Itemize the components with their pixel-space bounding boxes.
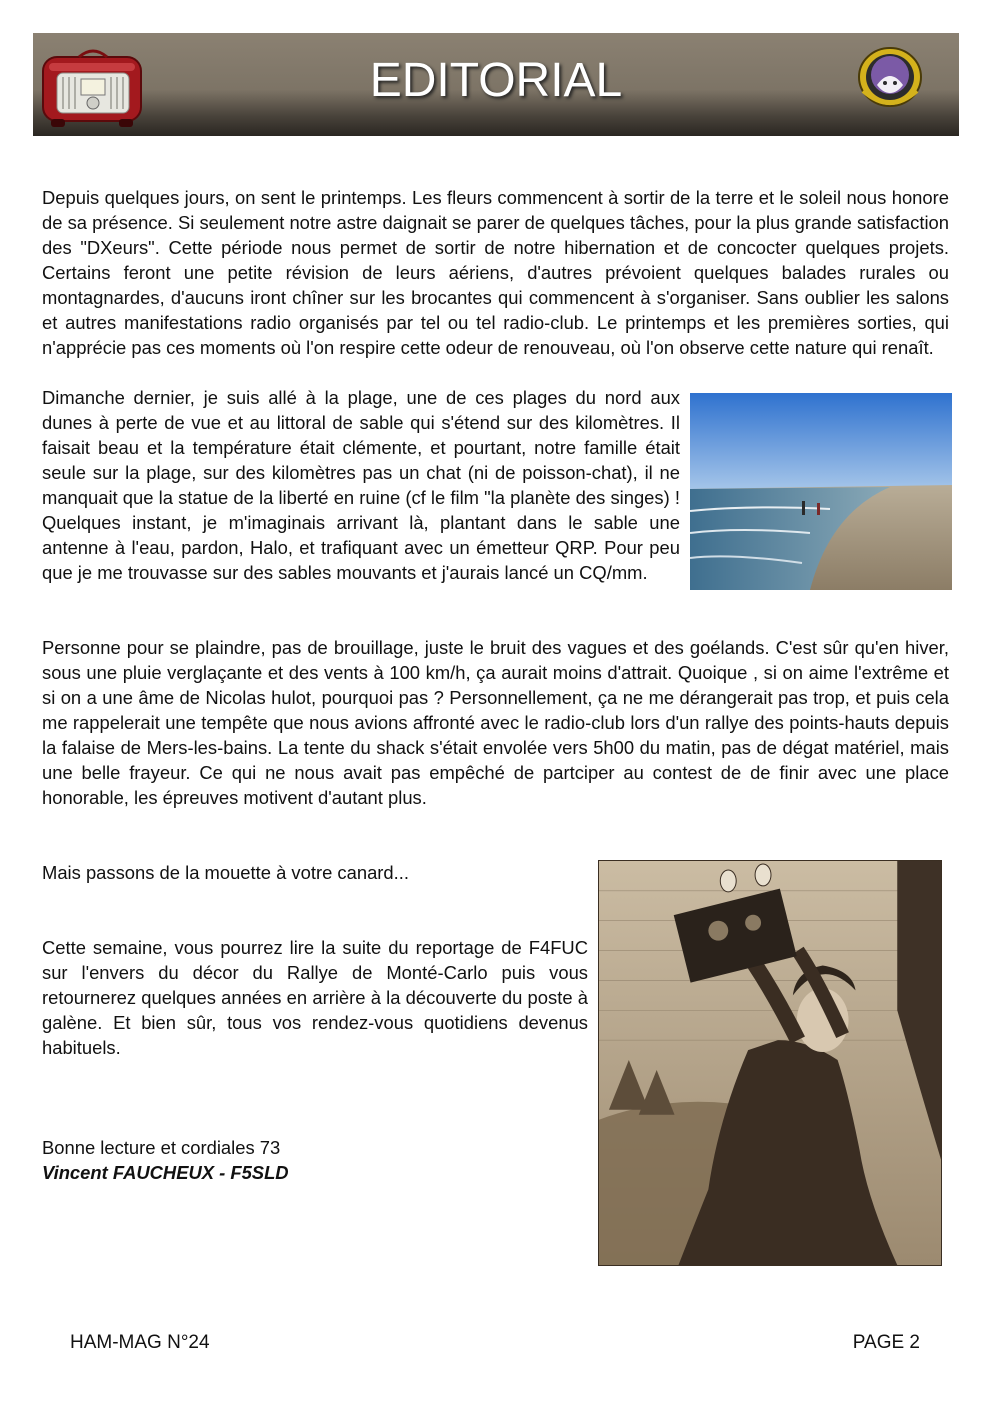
signature-block (42, 1135, 588, 1185)
memory-paragraph: Personne pour se plaindre, pas de brouillage, juste le bruit des vagues et des goélands. C'est sûr qu'en hiver, sous une pluie verglaçante et des vents à 100 km/h, ça aurait moins d'attrait. Quoique , si on aime l'extrême et si on a une âme de Nicolas hulot, pourquoi pas ? Personnellement, ça ne me dérangerait pas trop, et puis cela me rappelerait une tempête que nous avions affronté avec le radio-club lors d'un rallye des points-hauts depuis la falaise de Mers-les-bains. La tente du shack s'était envolée vers 5h00 du matin, pas de dégat matériel, mais une belle frayeur. Ce qui ne nous avait pas empêché de partciper au contest de de finir avec une place honorable, les épreuves motivent d'autant plus. (42, 637, 949, 808)
author-name: Vincent FAUCHEUX - F5SLD (42, 1162, 289, 1183)
footer-page-number: PAGE 2 (852, 1332, 920, 1353)
closing-line: Bonne lecture et cordiales 73 (42, 1137, 281, 1158)
beach-paragraph: Dimanche dernier, je suis allé à la plage, une de ces plages du nord aux dunes à perte de vue et au littoral de sable qui s'étend sur des kilomètres. Il faisait beau et la température était clémente, et pourtant, notre famille était seule sur la plage, sur des kilomètres pas un chat (ni de poisson-chat), il ne manquait que la statue de la liberté en ruine (cf le film "la planète des singes) ! Quelques instant, je m'imaginais arrivant là, plantant dans le sable une antenne à l'eau, pardon, Halo, et trafiquant avec un émetteur QRP. Pour peu que je me trouvasse sur des sables mouvants et j'aurais lancé un CQ/mm. (42, 387, 680, 583)
footer-issue: HAM-MAG N°24 (70, 1332, 210, 1353)
page-title: EDITORIAL (369, 54, 623, 107)
issue-summary-paragraph: Cette semaine, vous pourrez lire la suite du reportage de F4FUC sur l'envers du décor du Rallye de Monté-Carlo puis vous retournerez quelques années en arrière à la découverte du poste à galène. Et bien sûr, tous vos rendez-vous quotidiens devenus habituels. (42, 937, 588, 1058)
transition-paragraph: Mais passons de la mouette à votre canard... (42, 862, 409, 883)
round-emblem-icon (855, 45, 925, 109)
header-banner (33, 33, 959, 136)
vintage-engraving-illustration (598, 860, 942, 1266)
intro-paragraph: Depuis quelques jours, on sent le printemps. Les fleurs commencent à sortir de la terre et le soleil nous honore de sa présence. Si seulement notre astre daignait se parer de quelques tâches, pour la plus grande satisfaction des "DXeurs". Cette période nous permet de sortir de notre hibernation et de concocter quelques projets. Certains feront une petite révision de leurs aériens, d'autres prévoient quelques balades rurales ou montagnardes, d'aucuns iront chîner sur les brocantes qui commencent à s'organiser. Sans oublier les salons et autres manifestations radio organisés par tel ou tel radio-club. Le printemps et les premières sorties, qui n'apprécie pas ces moments où l'on respire cette odeur de renouveau, où l'on observe cette nature qui renaît. (42, 187, 949, 358)
beach-photo (690, 393, 952, 590)
